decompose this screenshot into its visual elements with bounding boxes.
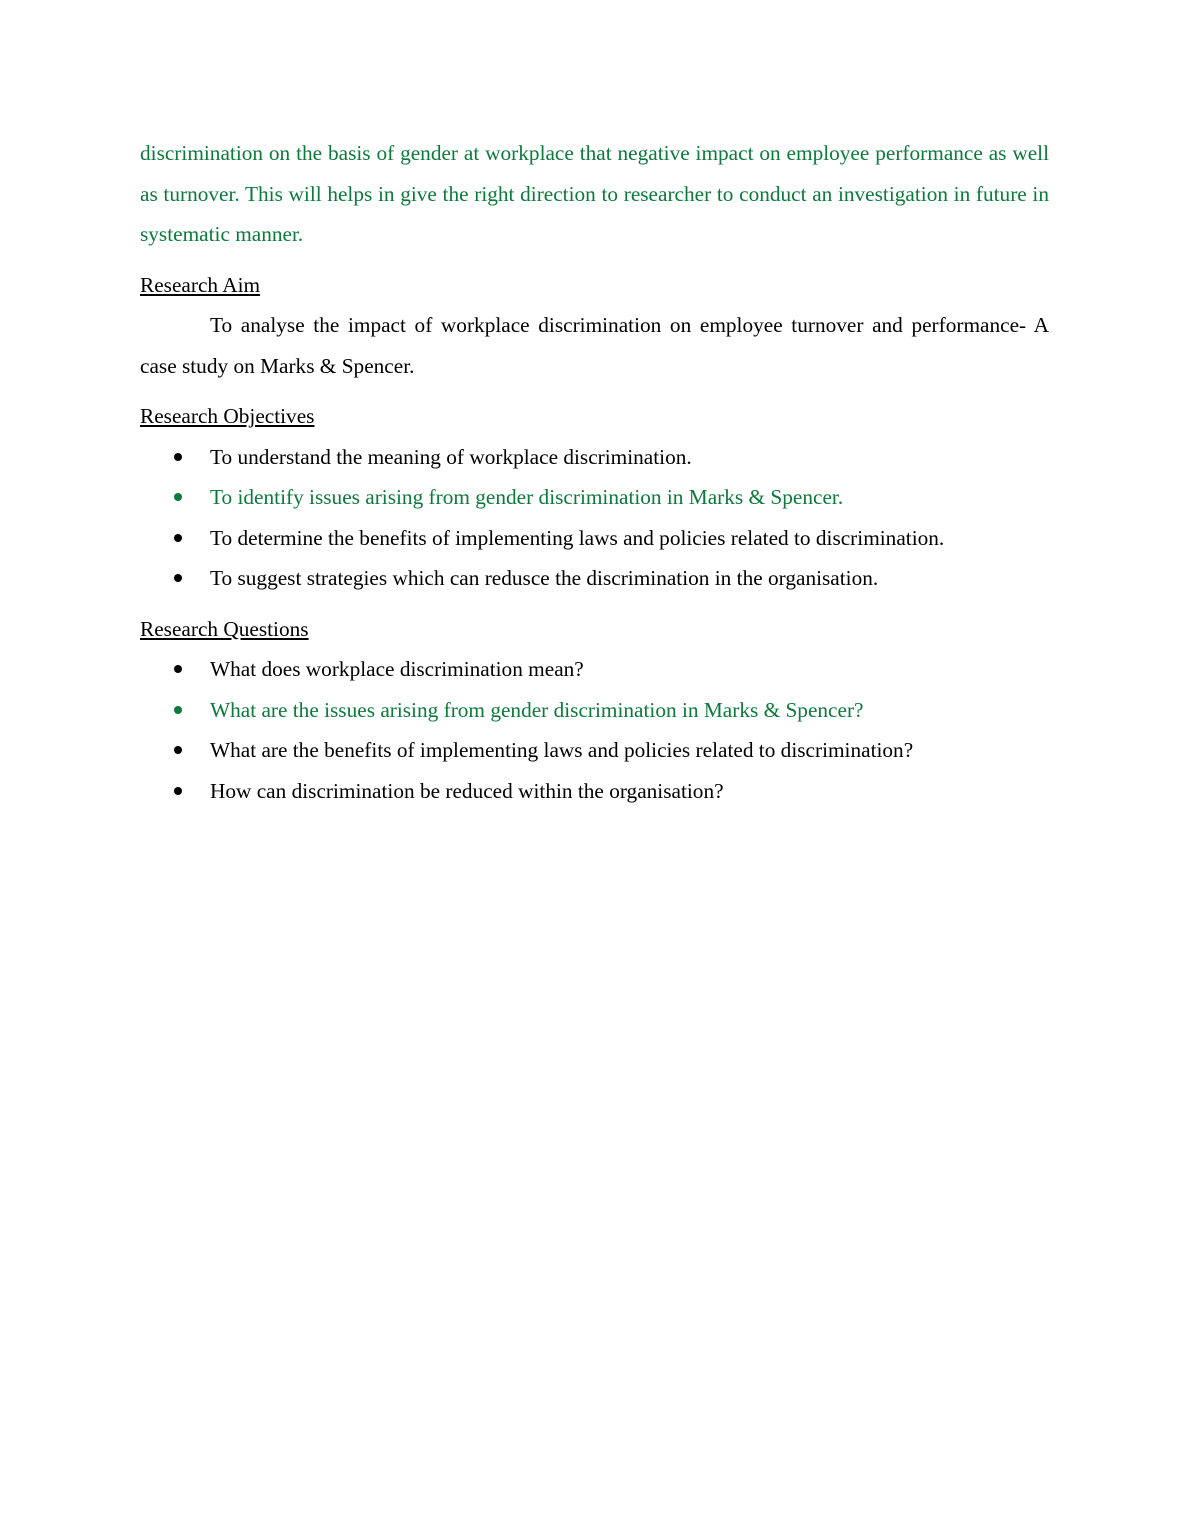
question-text: What does workplace discrimination mean? — [210, 657, 584, 681]
bullet-icon — [174, 746, 182, 754]
objective-item — [140, 518, 1049, 559]
intro-paragraph: discrimination on the basis of gender at workplace that negative impact on employee performance as well as turnover. This will helps in give the right direction to researcher to conduct an investigation in future in systematic manner. — [140, 141, 1049, 246]
question-item — [140, 690, 1049, 731]
objective-text: To identify issues arising from gender discrimination in Marks & Spencer. — [210, 485, 844, 509]
objective-text: To determine the benefits of implementing laws and policies related to discrimination. — [210, 525, 945, 550]
objective-item — [140, 437, 1049, 478]
question-item — [140, 730, 1049, 771]
research-objectives-heading: Research Objectives — [140, 404, 315, 428]
research-objectives-list — [140, 437, 1049, 599]
question-item — [140, 649, 1049, 690]
research-aim-heading: Research Aim — [140, 272, 261, 297]
research-aim-text: To analyse the impact of workplace discrimination on employee turnover and performance- A case study on Marks & Spencer. — [140, 313, 1049, 378]
document-page — [140, 133, 1049, 811]
bullet-icon — [174, 706, 182, 714]
bullet-icon — [174, 493, 182, 501]
bullet-icon — [174, 665, 182, 673]
question-text: How can discrimination be reduced within the organisation? — [210, 778, 724, 803]
bullet-icon — [174, 453, 182, 461]
objective-text: To understand the meaning of workplace discrimination. — [210, 444, 692, 469]
question-text: What are the benefits of implementing laws and policies related to discrimination? — [210, 738, 914, 762]
bullet-icon — [174, 787, 182, 795]
research-questions-list — [140, 649, 1049, 811]
bullet-icon — [174, 534, 182, 542]
objective-item — [140, 477, 1049, 518]
research-questions-heading: Research Questions — [140, 616, 309, 641]
question-text: What are the issues arising from gender discrimination in Marks & Spencer? — [210, 697, 864, 722]
question-item — [140, 771, 1049, 812]
objective-text: To suggest strategies which can redusce the discrimination in the organisation. — [210, 566, 879, 590]
bullet-icon — [174, 574, 182, 582]
objective-item — [140, 558, 1049, 599]
